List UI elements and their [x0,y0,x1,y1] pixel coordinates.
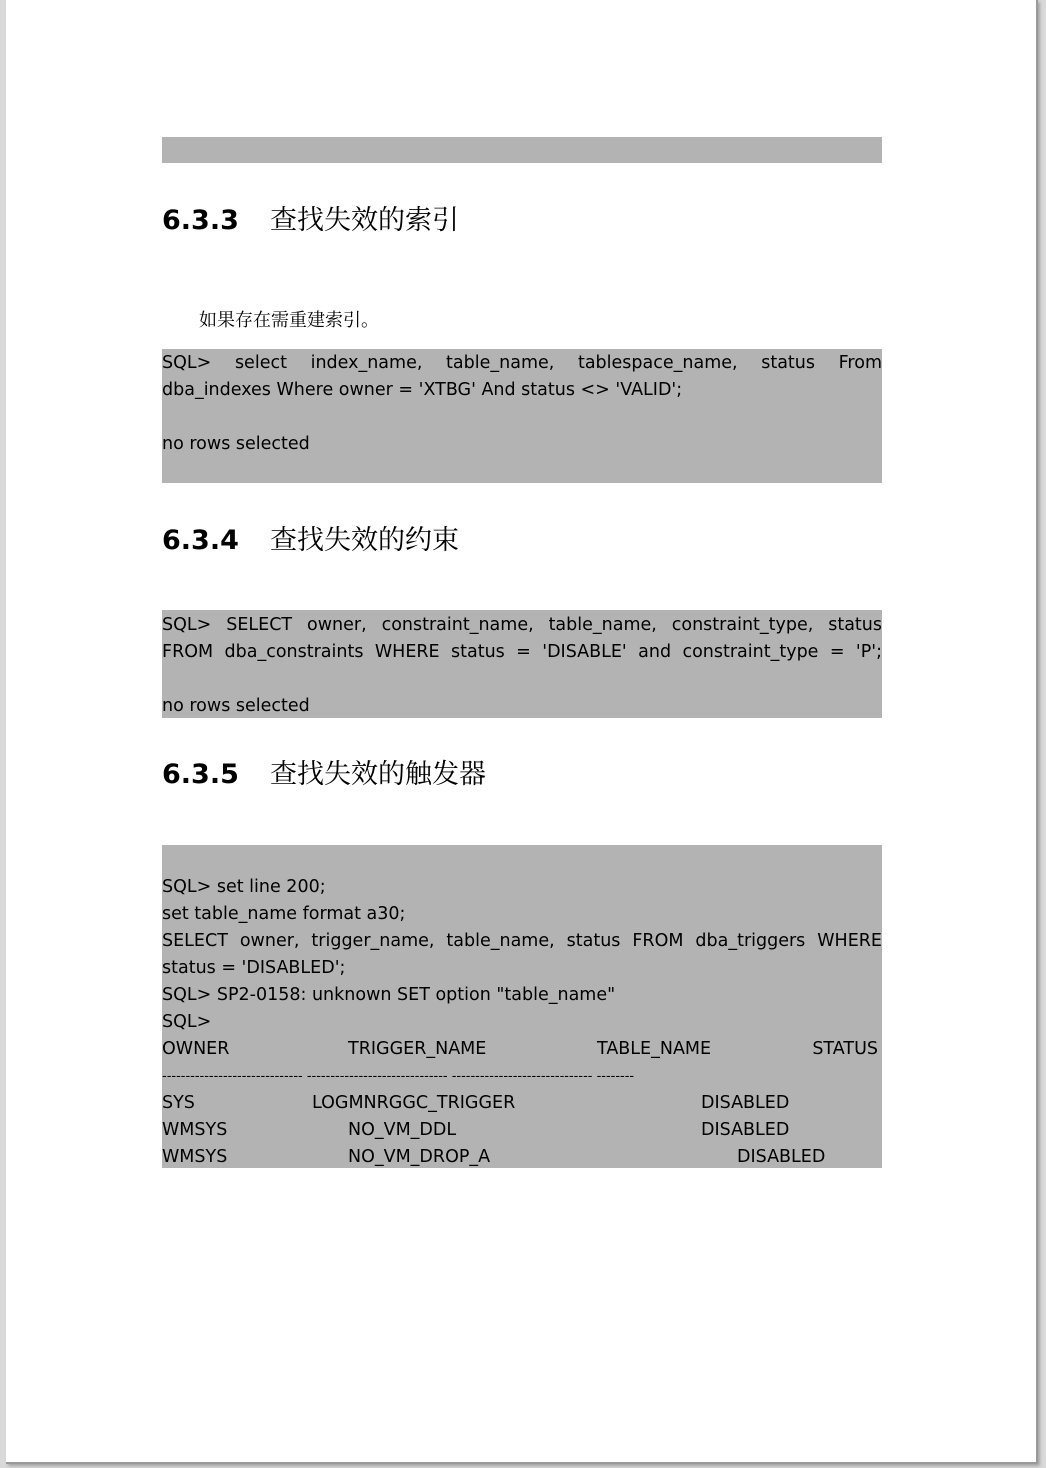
status-cell: DISABLED [701,1093,790,1113]
result-separator: ------------------------------ ------------------------------ ------------------------------ -------- [162,1069,635,1084]
section-number: 6.3.4 [162,525,239,556]
code-block-constraint [162,610,882,718]
section-title: 查找失效的索引 [270,205,459,236]
code-line: SQL> set line 200; [162,877,326,897]
section-heading-6-3-5 [162,752,486,791]
code-line: FROM dba_constraints WHERE status = 'DISABLE' and constraint_type = 'P'; [162,642,882,662]
code-line: SQL> SELECT owner, constraint_name, table_name, constraint_type, status [162,615,882,635]
trigger-cell: NO_VM_DDL [348,1120,457,1140]
code-line: SQL> [162,1012,212,1032]
code-line: SELECT owner, trigger_name, table_name, status FROM dba_triggers WHERE [162,931,882,951]
code-line: set table_name format a30; [162,904,406,924]
code-line: SQL> select index_name, table_name, tablespace_name, status From [162,353,882,373]
section-number: 6.3.5 [162,759,239,790]
status-cell: DISABLED [737,1147,826,1167]
code-line: status = 'DISABLED'; [162,958,346,978]
section-heading-6-3-3 [162,198,459,237]
owner-cell: SYS [162,1093,195,1113]
code-line: SQL> SP2-0158: unknown SET option "table_name" [162,985,616,1005]
code-line: dba_indexes Where owner = 'XTBG' And status <> 'VALID'; [162,380,683,400]
column-header: TRIGGER_NAME [348,1039,487,1059]
code-block-trigger [162,845,882,1168]
code-block-index [162,349,882,483]
section-number: 6.3.3 [162,205,239,236]
trigger-cell: LOGMNRGGC_TRIGGER [312,1093,516,1113]
column-header: TABLE_NAME [597,1039,712,1059]
code-result: no rows selected [162,434,310,454]
code-block-tail [162,137,882,163]
code-result: no rows selected [162,696,310,716]
section-heading-6-3-4 [162,518,459,557]
section-title: 查找失效的触发器 [270,759,486,790]
section-title: 查找失效的约束 [270,525,459,556]
status-cell: DISABLED [701,1120,790,1140]
owner-cell: WMSYS [162,1147,228,1167]
trigger-cell: NO_VM_DROP_A [348,1147,491,1167]
owner-cell: WMSYS [162,1120,228,1140]
column-header: STATUS [812,1039,878,1059]
intro-paragraph: 如果存在需重建索引。 [199,310,379,331]
column-header: OWNER [162,1039,230,1059]
document-page [6,0,1038,1464]
